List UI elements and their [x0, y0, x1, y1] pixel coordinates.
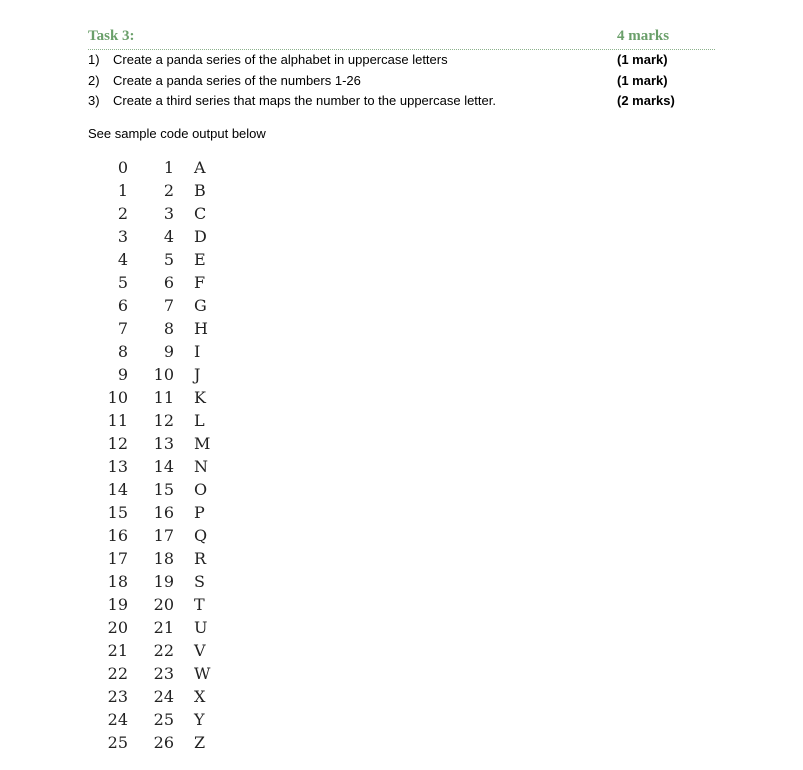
output-number: 22 [153, 641, 174, 660]
output-index: 1 [117, 181, 128, 200]
output-letter: C [194, 204, 207, 223]
task-title: Task 3: [88, 28, 135, 44]
output-letter: K [194, 388, 206, 407]
output-row [0, 710, 260, 733]
output-row [0, 457, 260, 480]
output-row [0, 250, 260, 273]
output-index: 15 [107, 503, 128, 522]
output-number: 4 [163, 227, 174, 246]
output-row [0, 227, 260, 250]
output-index: 19 [107, 595, 128, 614]
output-row [0, 503, 260, 526]
output-number: 14 [153, 457, 174, 476]
output-letter: S [194, 572, 205, 591]
output-letter: B [194, 181, 206, 200]
output-index: 18 [107, 572, 128, 591]
output-row [0, 158, 260, 181]
output-row [0, 411, 260, 434]
question-number: 1) [88, 52, 100, 67]
output-index: 9 [117, 365, 128, 384]
question-text: Create a third series that maps the number to the uppercase letter. [113, 93, 496, 108]
output-index: 5 [117, 273, 128, 292]
output-index: 10 [107, 388, 128, 407]
task-header [88, 27, 715, 50]
output-row [0, 342, 260, 365]
output-letter: A [194, 158, 206, 177]
question-item [88, 52, 688, 72]
output-letter: D [194, 227, 207, 246]
output-row [0, 549, 260, 572]
question-text: Create a panda series of the alphabet in uppercase letters [113, 52, 448, 67]
task-total-marks: 4 marks [617, 28, 670, 44]
output-row [0, 595, 260, 618]
output-index: 25 [107, 733, 128, 752]
output-number: 25 [153, 710, 174, 729]
question-marks: (1 mark) [617, 52, 668, 67]
output-row [0, 365, 260, 388]
output-letter: O [194, 480, 208, 499]
output-row [0, 273, 260, 296]
output-number: 1 [163, 158, 174, 177]
output-index: 14 [107, 480, 128, 499]
output-row [0, 733, 260, 756]
output-letter: I [194, 342, 201, 361]
question-text: Create a panda series of the numbers 1-26 [113, 73, 361, 88]
output-index: 17 [107, 549, 128, 568]
output-number: 3 [163, 204, 174, 223]
output-number: 16 [153, 503, 174, 522]
question-item [88, 93, 688, 113]
output-letter: P [194, 503, 205, 522]
output-number: 15 [153, 480, 174, 499]
question-item [88, 73, 688, 93]
output-index: 13 [107, 457, 128, 476]
output-row [0, 664, 260, 687]
output-row [0, 687, 260, 710]
output-letter: Y [194, 710, 205, 729]
output-number: 13 [153, 434, 174, 453]
output-index: 2 [117, 204, 128, 223]
output-number: 21 [153, 618, 174, 637]
output-number: 7 [163, 296, 174, 315]
output-row [0, 480, 260, 503]
output-index: 22 [107, 664, 128, 683]
output-row [0, 641, 260, 664]
output-number: 17 [153, 526, 174, 545]
output-letter: R [194, 549, 207, 568]
output-row [0, 181, 260, 204]
output-letter: F [194, 273, 206, 292]
output-index: 24 [107, 710, 128, 729]
output-index: 7 [117, 319, 128, 338]
output-number: 18 [153, 549, 174, 568]
output-letter: E [194, 250, 206, 269]
output-number: 6 [163, 273, 174, 292]
output-row [0, 204, 260, 227]
output-index: 0 [117, 158, 128, 177]
output-letter: G [194, 296, 207, 315]
output-row [0, 319, 260, 342]
output-letter: M [194, 434, 211, 453]
output-index: 6 [117, 296, 128, 315]
output-letter: T [194, 595, 205, 614]
output-row [0, 572, 260, 595]
output-number: 26 [153, 733, 174, 752]
output-letter: X [194, 687, 206, 706]
output-index: 3 [117, 227, 128, 246]
output-number: 2 [163, 181, 174, 200]
question-number: 3) [88, 93, 100, 108]
output-number: 19 [153, 572, 174, 591]
question-marks: (1 mark) [617, 73, 668, 88]
question-marks: (2 marks) [617, 93, 675, 108]
output-letter: H [194, 319, 208, 338]
output-index: 20 [107, 618, 128, 637]
output-number: 9 [163, 342, 174, 361]
output-index: 4 [117, 250, 128, 269]
output-letter: W [194, 664, 211, 683]
output-number: 23 [153, 664, 174, 683]
output-row [0, 526, 260, 549]
output-letter: J [194, 365, 201, 384]
output-index: 23 [107, 687, 128, 706]
output-number: 8 [163, 319, 174, 338]
output-number: 12 [153, 411, 174, 430]
output-index: 16 [107, 526, 128, 545]
output-row [0, 618, 260, 641]
output-letter: N [194, 457, 208, 476]
output-row [0, 434, 260, 457]
output-number: 11 [153, 388, 174, 407]
output-row [0, 388, 260, 411]
output-number: 10 [153, 365, 174, 384]
output-number: 5 [163, 250, 174, 269]
output-index: 8 [117, 342, 128, 361]
output-letter: V [194, 641, 206, 660]
output-number: 20 [153, 595, 174, 614]
question-number: 2) [88, 73, 100, 88]
output-number: 24 [153, 687, 174, 706]
output-index: 11 [107, 411, 128, 430]
output-letter: Z [194, 733, 206, 752]
output-letter: L [194, 411, 205, 430]
output-letter: U [194, 618, 208, 637]
output-row [0, 296, 260, 319]
output-index: 21 [107, 641, 128, 660]
sample-output-note: See sample code output below [88, 126, 266, 141]
output-letter: Q [194, 526, 208, 545]
output-index: 12 [107, 434, 128, 453]
